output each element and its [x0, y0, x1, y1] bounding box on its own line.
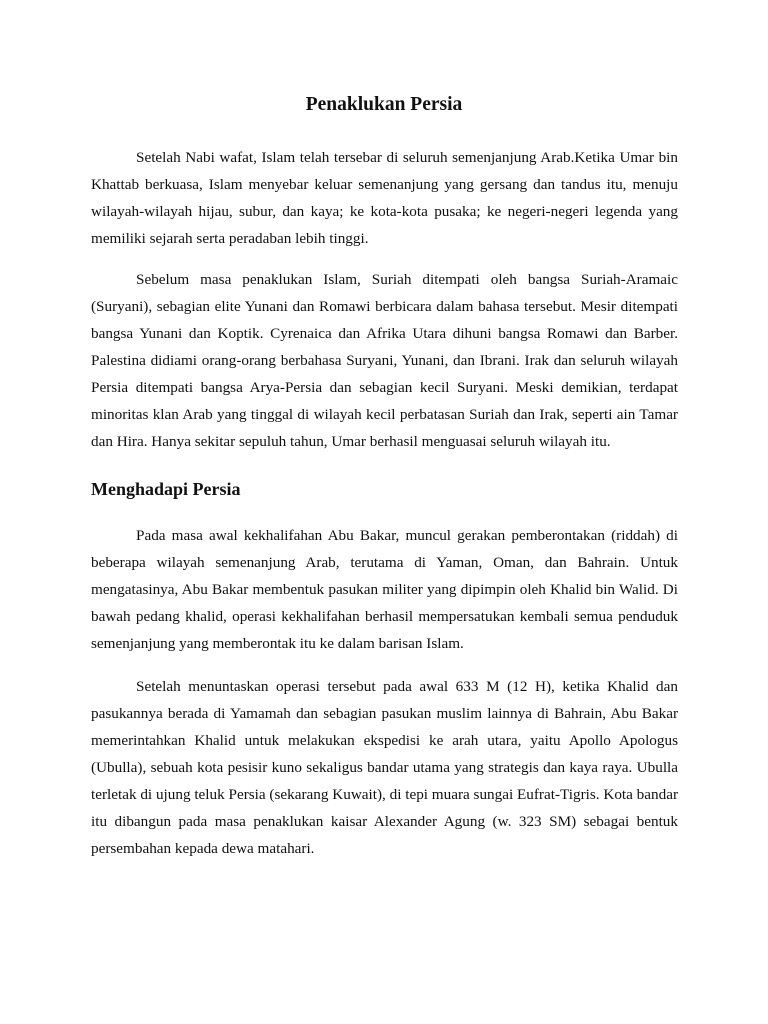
paragraph-section-1: Pada masa awal kekhalifahan Abu Bakar, muncul gerakan pemberontakan (riddah) di beberapa wilayah semenanjung Arab, terutama di Yaman, Oman, dan Bahrain. Untuk mengatasinya, Abu Bakar membentuk pasukan militer yang dipimpin oleh Khalid bin Walid. Di bawah pedang khalid, operasi kekhalifahan berhasil mempersatukan kembali semua penduduk semenjanjung yang memberontak itu ke dalam barisan Islam.	[91, 527, 678, 652]
paragraph-intro-2: Sebelum masa penaklukan Islam, Suriah ditempati oleh bangsa Suriah-Aramaic (Suryani), sebagian elite Yunani dan Romawi berbicara dalam bahasa tersebut. Mesir ditempati bangsa Yunani dan Koptik. Cyrenaica dan Afrika Utara dihuni bangsa Romawi dan Barber. Palestina didiami orang-orang berbahasa Suryani, Yunani, dan Ibrani. Irak dan seluruh wilayah Persia ditempati bangsa Arya-Persia dan sebagian kecil Suryani. Meski demikian, terdapat minoritas klan Arab yang tinggal di wilayah kecil perbatasan Suriah dan Irak, seperti ain Tamar dan Hira. Hanya sekitar sepuluh tahun, Umar berhasil menguasai seluruh wilayah itu.	[91, 271, 678, 450]
paragraph-intro-1: Setelah Nabi wafat, Islam telah tersebar di seluruh semenjanjung Arab.Ketika Umar bin Khattab berkuasa, Islam menyebar keluar semenanjung yang gersang dan tandus itu, menuju wilayah-wilayah hijau, subur, dan kaya; ke kota-kota pusaka; ke negeri-negeri legenda yang memiliki sejarah serta peradaban lebih tinggi.	[91, 149, 678, 247]
section-heading: Menghadapi Persia	[91, 479, 241, 499]
page-title: Penaklukan Persia	[305, 94, 463, 115]
paragraph-section-2: Setelah menuntaskan operasi tersebut pada awal 633 M (12 H), ketika Khalid dan pasukannya berada di Yamamah dan sebagian pasukan muslim lainnya di Bahrain, Abu Bakar memerintahkan Khalid untuk melakukan ekspedisi ke arah utara, yaitu Apollo Apologus (Ubulla), sebuah kota pesisir kuno sekaligus bandar utama yang strategis dan kaya raya. Ubulla terletak di ujung teluk Persia (sekarang Kuwait), di tepi muara sungai Eufrat-Tigris. Kota bandar itu dibangun pada masa penaklukan kaisar Alexander Agung (w. 323 SM) sebagai bentuk persembahan kepada dewa matahari.	[91, 678, 678, 857]
